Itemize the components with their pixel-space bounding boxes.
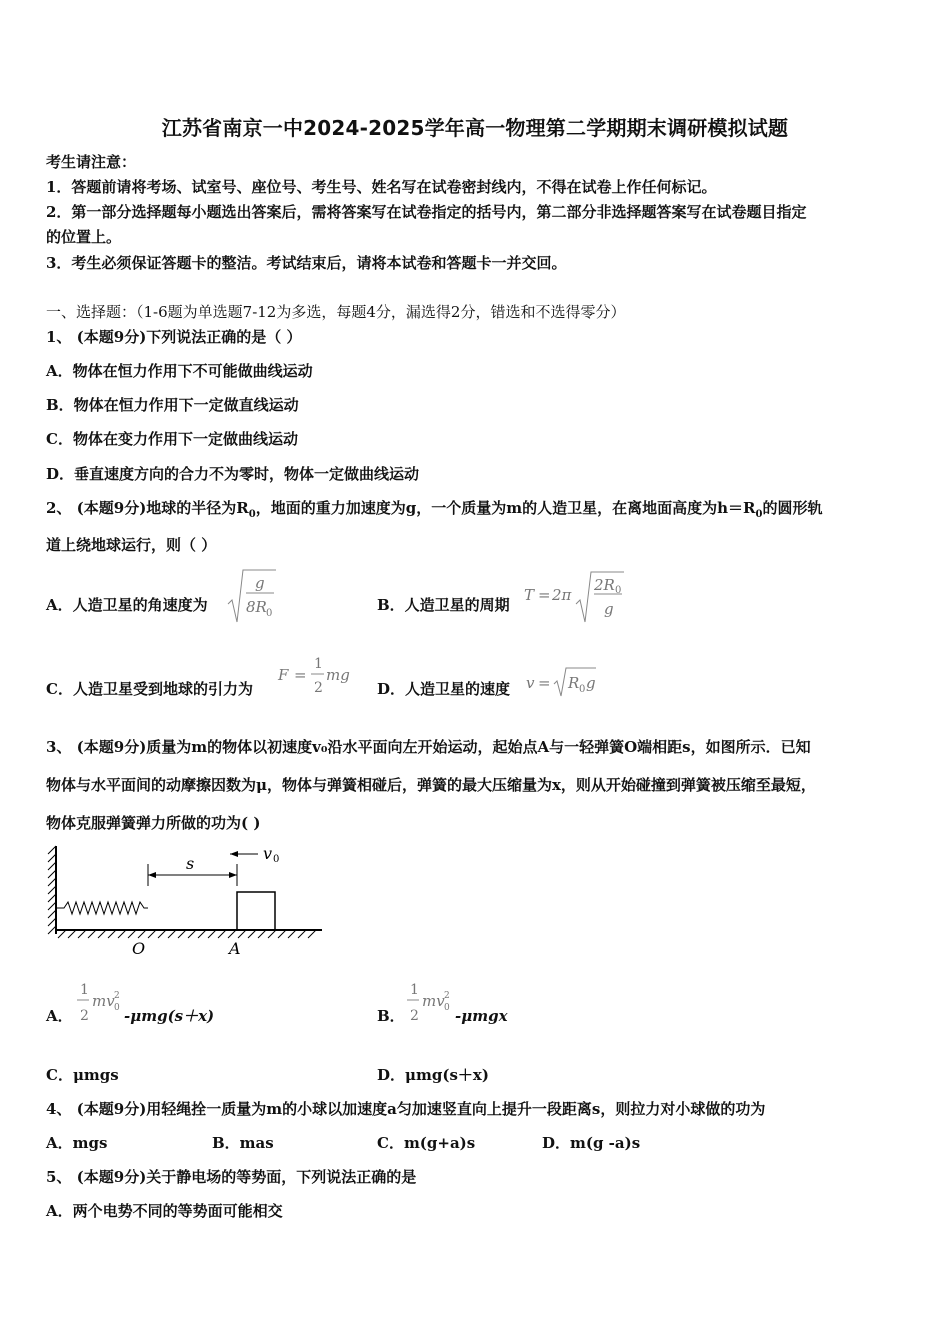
period-2pi: 2π [552,586,572,604]
ke-a-num: 1 [80,982,89,998]
formula-omega [226,566,278,626]
q4-option-a: A．mgs [46,1134,108,1152]
formula-ke-b [404,978,456,1030]
ke-b-sub: 0 [444,1003,450,1013]
q5-stem: 5、 (本题9分)关于静电场的等势面，下列说法正确的是 [46,1168,417,1186]
period-eq: = [538,586,551,604]
q3-option-a-tail: -μmg(s＋x) [124,1007,215,1025]
notice-heading: 考生请注意： [46,153,137,171]
label-A: A [229,939,241,958]
q2-stem: 2、 (本题9分)地球的半径为$R_0$，地面的重力加速度为g，一个质量为m的人造卫星，在离地面高度为$h=R_0$的圆形轨 [46,499,823,520]
ke-b-num: 1 [410,982,419,998]
label-v0: v [263,844,273,863]
q3-stem-line1: 3、 (本题9分)质量为m的物体以初速度v₀沿水平面向左开始运动，起始点A与一轻弹簧O端相距s，如图所示．已知 [46,738,811,756]
q1-option-d: D．垂直速度方向的合力不为零时，物体一定做曲线运动 [46,465,420,483]
vel-sub: 0 [579,684,586,695]
notice-item-2-cont: 的位置上。 [46,228,122,246]
omega-num: g [255,574,265,592]
q3-stem-line3: 物体克服弹簧弹力所做的功为( ) [46,814,261,832]
q3-option-c: C．μmgs [46,1066,119,1084]
q3-option-b-tail: -μmgx [455,1007,508,1025]
notice-item-1: 1．答题前请将考场、试室号、座位号、考生号、姓名写在试卷密封线内，不得在试卷上作任何标记。 [46,178,717,196]
q1-stem: 1、 (本题9分)下列说法正确的是（ ） [46,328,302,346]
period-den: g [604,600,614,618]
q4-option-b: B．mas [212,1134,274,1152]
ke-b-sq: 2 [444,991,450,1001]
force-F: F [278,666,289,684]
notice-item-2: 2．第一部分选择题每小题选出答案后，需将答案写在试卷指定的括号内，第二部分非选择题答案写在试卷题目指定 [46,203,807,221]
force-num: 1 [314,656,323,672]
formula-force [276,650,356,700]
vel-g: g [586,674,596,692]
q2-option-a: A．人造卫星的角速度为 [46,596,208,614]
label-O: O [132,939,146,958]
q2-option-c: C．人造卫星受到地球的引力为 [46,680,253,698]
formula-velocity [524,664,604,700]
vel-eq: = [538,674,551,692]
formula-ke-a [74,978,126,1030]
q3-option-d: D．μmg(s＋x) [377,1066,489,1084]
period-T: T [524,586,535,604]
ke-a-sq: 2 [114,991,120,1001]
section-heading: 一、选择题：（1-6题为单选题7-12为多选，每题4分，漏选得2分，错选和不选得零分） [46,303,626,321]
vel-R: R [568,674,580,692]
ke-b-mv: mv [422,992,445,1010]
formula-period [522,568,632,628]
ke-a-mv: mv [92,992,115,1010]
label-v0-sub: 0 [273,854,280,865]
q2-option-b: B．人造卫星的周期 [377,596,510,614]
vel-v: v [526,674,535,692]
ke-a-sub: 0 [114,1003,120,1013]
force-mg: mg [326,666,350,684]
ke-b-den: 2 [410,1008,419,1024]
spring-block-figure [44,842,328,962]
period-num-sub: 0 [615,585,622,596]
q4-option-d: D．m(g -a)s [542,1134,641,1152]
force-eq: = [294,666,307,684]
force-den: 2 [314,680,323,696]
q3-option-b-label: B． [377,1007,405,1025]
q3-stem-line2: 物体与水平面间的动摩擦因数为μ，物体与弹簧相碰后，弹簧的最大压缩量为x，则从开始碰撞到弹簧被压缩至最短， [46,776,816,794]
q3-option-a-label: A． [46,1007,73,1025]
q2-stem-line2: 道上绕地球运行，则（ ） [46,536,217,554]
q1-option-c: C．物体在变力作用下一定做曲线运动 [46,430,298,448]
ke-a-den: 2 [80,1008,89,1024]
notice-item-3: 3．考生必须保证答题卡的整洁。考试结束后，请将本试卷和答题卡一并交回。 [46,254,567,272]
q4-stem: 4、 (本题9分)用轻绳拴一质量为m的小球以加速度a匀加速竖直向上提升一段距离s，则拉力对小球做的功为 [46,1100,766,1118]
q2-option-d: D．人造卫星的速度 [377,680,511,698]
page-title: 江苏省南京一中2024-2025学年高一物理第二学期期末调研模拟试题 [161,116,789,140]
q1-option-a: A．物体在恒力作用下不可能做曲线运动 [46,362,313,380]
q5-option-a: A．两个电势不同的等势面可能相交 [46,1202,283,1220]
omega-den-sub: 0 [266,608,273,619]
q1-option-b: B．物体在恒力作用下一定做直线运动 [46,396,299,414]
period-num: 2R [594,576,615,594]
label-s: s [186,854,195,873]
q4-option-c: C．m(g+a)s [377,1134,476,1152]
omega-den: 8R [246,598,267,616]
